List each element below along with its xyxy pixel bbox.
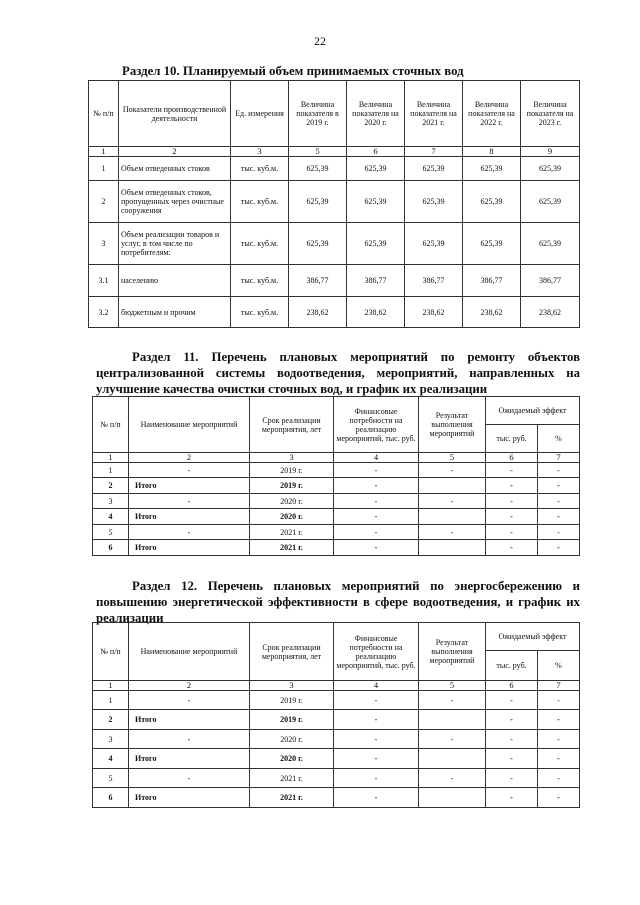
- cell: 3: [93, 494, 129, 509]
- cell: 625,39: [347, 223, 405, 265]
- section-12-title: Раздел 12. Перечень плановых мероприятий по энергосбережению и повышению энергетической эффективности в сфере водоотведения, и график их реализации: [96, 579, 580, 625]
- index-cell: 5: [419, 681, 486, 691]
- cell: 625,39: [521, 223, 580, 265]
- cell: 386,77: [347, 265, 405, 297]
- table-row: [89, 181, 580, 223]
- header-cell: тыс. руб.: [486, 651, 538, 681]
- cell: 1: [89, 157, 119, 181]
- cell: -: [334, 509, 419, 525]
- cell: 3: [89, 223, 119, 265]
- index-cell: 3: [231, 147, 289, 157]
- cell: -: [538, 788, 580, 808]
- header-cell: Величина показателя на 2023 г.: [521, 81, 580, 147]
- table-row: [93, 691, 580, 710]
- index-row: [93, 681, 580, 691]
- header-cell: Ед. измерения: [231, 81, 289, 147]
- cell: -: [419, 494, 486, 509]
- table-row: [89, 297, 580, 328]
- cell: 625,39: [405, 223, 463, 265]
- cell: Итого: [129, 509, 250, 525]
- cell: 1: [93, 463, 129, 478]
- index-cell: 1: [93, 681, 129, 691]
- index-cell: 2: [129, 681, 250, 691]
- cell: -: [334, 478, 419, 494]
- cell: 2020 г.: [250, 494, 334, 509]
- cell: -: [129, 525, 250, 540]
- cell: [419, 710, 486, 730]
- header-cell: Ожидаемый эффект: [486, 623, 580, 651]
- cell: -: [334, 788, 419, 808]
- cell: -: [486, 540, 538, 556]
- cell: 3.2: [89, 297, 119, 328]
- cell: тыс. куб.м.: [231, 157, 289, 181]
- cell: Объем отведенных стоков, пропущенных через очистные сооружения: [119, 181, 231, 223]
- header-cell: Срок реализации мероприятия, лет: [250, 623, 334, 681]
- index-cell: 6: [486, 681, 538, 691]
- cell: -: [129, 769, 250, 788]
- header-cell: Результат выполнения мероприятий: [419, 623, 486, 681]
- cell: -: [486, 730, 538, 749]
- cell: 238,62: [289, 297, 347, 328]
- cell: -: [334, 494, 419, 509]
- header-cell: %: [538, 651, 580, 681]
- cell: 2019 г.: [250, 710, 334, 730]
- cell: 625,39: [463, 181, 521, 223]
- table-header-row: [93, 397, 580, 425]
- cell: -: [334, 525, 419, 540]
- cell: -: [419, 730, 486, 749]
- header-cell: Срок реализации мероприятия, лет: [250, 397, 334, 453]
- cell: -: [419, 691, 486, 710]
- cell: -: [129, 691, 250, 710]
- index-row: [89, 147, 580, 157]
- cell: -: [538, 691, 580, 710]
- cell: -: [334, 749, 419, 769]
- table-row: [93, 710, 580, 730]
- cell: -: [486, 494, 538, 509]
- cell: 2019 г.: [250, 691, 334, 710]
- cell: -: [538, 769, 580, 788]
- table-row: [93, 730, 580, 749]
- section-10-table: [88, 80, 580, 328]
- index-cell: 4: [334, 681, 419, 691]
- cell: -: [334, 691, 419, 710]
- cell: -: [538, 540, 580, 556]
- cell: Итого: [129, 710, 250, 730]
- table-row: [93, 478, 580, 494]
- index-cell: 4: [334, 453, 419, 463]
- table-row: [93, 769, 580, 788]
- cell: 386,77: [289, 265, 347, 297]
- index-cell: 7: [405, 147, 463, 157]
- cell: 2021 г.: [250, 540, 334, 556]
- cell: 625,39: [289, 157, 347, 181]
- cell: -: [129, 494, 250, 509]
- table-row: [93, 788, 580, 808]
- cell: 2020 г.: [250, 749, 334, 769]
- header-cell: № п/п: [93, 623, 129, 681]
- cell: -: [486, 691, 538, 710]
- cell: Итого: [129, 749, 250, 769]
- section-11-title: Раздел 11. Перечень плановых мероприятий по ремонту объектов централизованной системы водоотведения, мероприятий, направленных на улучшение качества очистки сточных вод, и график их реализации: [96, 350, 580, 396]
- cell: -: [538, 478, 580, 494]
- header-cell: Наименование мероприятий: [129, 623, 250, 681]
- table-row: [93, 749, 580, 769]
- table-row: [93, 509, 580, 525]
- cell: [419, 478, 486, 494]
- cell: [419, 540, 486, 556]
- cell: -: [486, 749, 538, 769]
- cell: -: [419, 769, 486, 788]
- cell: 625,39: [289, 223, 347, 265]
- cell: 2: [93, 710, 129, 730]
- header-cell: Показатели производственной деятельности: [119, 81, 231, 147]
- header-cell: %: [538, 425, 580, 453]
- cell: 386,77: [521, 265, 580, 297]
- cell: [419, 749, 486, 769]
- cell: -: [129, 463, 250, 478]
- index-cell: 6: [486, 453, 538, 463]
- cell: 6: [93, 540, 129, 556]
- table-row: [89, 265, 580, 297]
- cell: -: [538, 749, 580, 769]
- cell: -: [538, 730, 580, 749]
- cell: -: [486, 788, 538, 808]
- cell: Объем отведенных стоков: [119, 157, 231, 181]
- index-cell: 5: [289, 147, 347, 157]
- cell: 2019 г.: [250, 478, 334, 494]
- cell: -: [538, 463, 580, 478]
- index-cell: 1: [93, 453, 129, 463]
- cell: -: [129, 730, 250, 749]
- cell: -: [486, 710, 538, 730]
- cell: -: [334, 540, 419, 556]
- section-11-table: [92, 396, 580, 556]
- cell: -: [538, 525, 580, 540]
- index-cell: 7: [538, 453, 580, 463]
- index-cell: 6: [347, 147, 405, 157]
- cell: -: [334, 710, 419, 730]
- cell: -: [538, 494, 580, 509]
- table-row: [93, 463, 580, 478]
- cell: 625,39: [289, 181, 347, 223]
- header-cell: Наименование мероприятий: [129, 397, 250, 453]
- cell: 625,39: [521, 181, 580, 223]
- cell: -: [419, 463, 486, 478]
- cell: Итого: [129, 788, 250, 808]
- cell: тыс. куб.м.: [231, 181, 289, 223]
- cell: 6: [93, 788, 129, 808]
- cell: 238,62: [347, 297, 405, 328]
- table-row: [93, 494, 580, 509]
- cell: -: [486, 769, 538, 788]
- cell: 4: [93, 509, 129, 525]
- index-cell: 9: [521, 147, 580, 157]
- index-cell: 3: [250, 681, 334, 691]
- table-row: [89, 157, 580, 181]
- table-row: [93, 525, 580, 540]
- cell: 625,39: [347, 181, 405, 223]
- cell: тыс. куб.м.: [231, 297, 289, 328]
- cell: 1: [93, 691, 129, 710]
- index-row: [93, 453, 580, 463]
- table-header-row: [93, 623, 580, 651]
- section-10-title: Раздел 10. Планируемый объем принимаемых сточных вод: [122, 64, 464, 78]
- cell: [419, 509, 486, 525]
- cell: 238,62: [405, 297, 463, 328]
- cell: -: [486, 463, 538, 478]
- cell: 2021 г.: [250, 525, 334, 540]
- cell: -: [486, 525, 538, 540]
- cell: 3: [93, 730, 129, 749]
- cell: -: [334, 730, 419, 749]
- cell: -: [419, 525, 486, 540]
- page-number: 22: [314, 34, 326, 48]
- cell: 625,39: [463, 157, 521, 181]
- cell: 5: [93, 769, 129, 788]
- index-cell: 2: [119, 147, 231, 157]
- cell: тыс. куб.м.: [231, 265, 289, 297]
- index-cell: 3: [250, 453, 334, 463]
- cell: 2: [93, 478, 129, 494]
- index-cell: 5: [419, 453, 486, 463]
- index-cell: 8: [463, 147, 521, 157]
- cell: 238,62: [463, 297, 521, 328]
- cell: 3.1: [89, 265, 119, 297]
- cell: -: [538, 710, 580, 730]
- header-cell: Финансовые потребности на реализацию мероприятий, тыс. руб.: [334, 397, 419, 453]
- cell: населению: [119, 265, 231, 297]
- cell: 2019 г.: [250, 463, 334, 478]
- header-cell: № п/п: [89, 81, 119, 147]
- header-cell: Результат выполнения мероприятий: [419, 397, 486, 453]
- cell: 625,39: [405, 157, 463, 181]
- cell: 2: [89, 181, 119, 223]
- cell: [419, 788, 486, 808]
- cell: бюджетным и прочим: [119, 297, 231, 328]
- index-cell: 1: [89, 147, 119, 157]
- cell: -: [486, 509, 538, 525]
- cell: 625,39: [521, 157, 580, 181]
- cell: тыс. куб.м.: [231, 223, 289, 265]
- index-cell: 7: [538, 681, 580, 691]
- cell: 2021 г.: [250, 769, 334, 788]
- cell: 386,77: [405, 265, 463, 297]
- header-cell: Финансовые потребности на реализацию мероприятий, тыс. руб.: [334, 623, 419, 681]
- cell: 386,77: [463, 265, 521, 297]
- cell: 2020 г.: [250, 730, 334, 749]
- cell: -: [334, 463, 419, 478]
- table-header-row: [89, 81, 580, 147]
- cell: Итого: [129, 540, 250, 556]
- cell: -: [538, 509, 580, 525]
- header-cell: Ожидаемый эффект: [486, 397, 580, 425]
- cell: 238,62: [521, 297, 580, 328]
- index-cell: 2: [129, 453, 250, 463]
- table-row: [93, 540, 580, 556]
- header-cell: Величина показателя на 2021 г.: [405, 81, 463, 147]
- header-cell: Величина показателя на 2022 г.: [463, 81, 521, 147]
- header-cell: № п/п: [93, 397, 129, 453]
- cell: 2020 г.: [250, 509, 334, 525]
- header-cell: Величина показателя в 2019 г.: [289, 81, 347, 147]
- header-cell: Величина показателя на 2020 г.: [347, 81, 405, 147]
- table-row: [89, 223, 580, 265]
- section-12-table: [92, 622, 580, 808]
- cell: 625,39: [347, 157, 405, 181]
- cell: 5: [93, 525, 129, 540]
- cell: 625,39: [405, 181, 463, 223]
- cell: 2021 г.: [250, 788, 334, 808]
- cell: 4: [93, 749, 129, 769]
- header-cell: тыс. руб.: [486, 425, 538, 453]
- cell: 625,39: [463, 223, 521, 265]
- cell: -: [334, 769, 419, 788]
- cell: Объем реализации товаров и услуг, в том числе по потребителям:: [119, 223, 231, 265]
- cell: Итого: [129, 478, 250, 494]
- cell: -: [486, 478, 538, 494]
